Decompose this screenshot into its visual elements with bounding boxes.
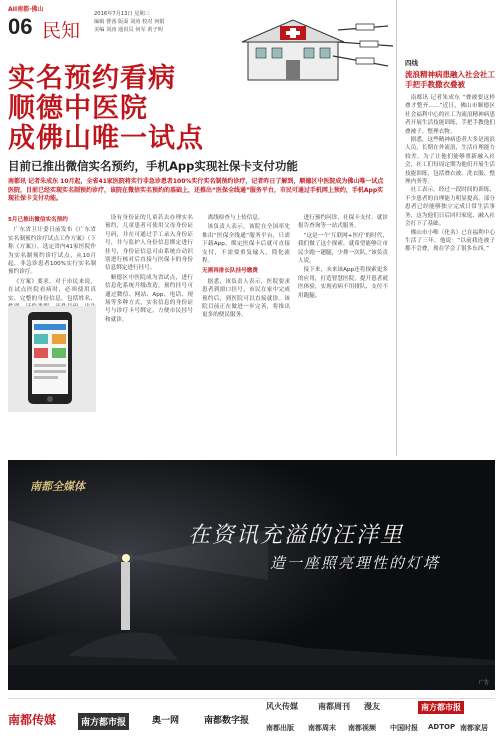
paragraph: “这是一个‘互联网+医疗’的时代，我们做了这个探索，就希望能够让市民少跑一趟腿，少排一次队。”该负责人说。 [298, 232, 388, 265]
section-heading: 5月已推出微信实名预约 [8, 217, 68, 223]
sidebar-body [405, 94, 495, 449]
headline-line-3: 成佛山唯一试点 [8, 123, 204, 154]
brand-logo: 漫友 [364, 702, 380, 711]
section-name: 民知 [42, 21, 81, 42]
brand-logo: 南都家居 [460, 724, 488, 732]
paragraph: 进行预约问诊、社保卡支付、就诊报告查询等一站式服务。 [298, 215, 388, 230]
paragraph: 南都讯 记者朱成东 “叠被要这样叠才整齐……”近日，佛山市顺德区社会福利中心的社工为流浪精神病患者开展生活技能训练，手把手教他们叠被子、整理衣物。 [405, 95, 495, 135]
brand-logo: 南都出版 [266, 724, 294, 732]
column-4 [298, 214, 388, 454]
section-heading: 无需再排长队挂号缴费 [202, 268, 258, 275]
sidebar-title: 流浪精神病患融入社会社工手把手教撒衣叠被 [405, 70, 495, 89]
paragraph: 社工表示，经过一段时间的训练，不少患者的自理能力明显提高，部分患者已经能够独立完成日常生活事务，这为他们日后回归家庭、融入社会打下了基础。 [405, 187, 495, 228]
lead-paragraph: 南都讯 记者朱成东 10月起，全省41家医院将实行非急诊患者100%实行实名制预约诊疗，记者昨日了解到，顺德区中医院成为佛山唯一试点医院，目前已经实现实名制预约诊疗，该院在微信实名预约的基础上，还推出“医保全线通”服务平台，市民可通过手机网上预约，手机App实现社保卡支付功能。 [8, 178, 384, 202]
phone-photo [8, 306, 96, 412]
page-number: 06 [8, 14, 33, 39]
column-3 [202, 214, 290, 454]
ad-tag: 广告 [478, 680, 489, 686]
brand-logo: 中国时报 [390, 724, 418, 732]
lighthouse-advertisement [8, 460, 495, 690]
brand-logo: 南都视频 [348, 724, 376, 732]
date-line: 2016年7月13日 星期三 [94, 11, 150, 17]
sidebar-tag: 四线 [405, 59, 418, 67]
paragraph: 《方案》要求，对于市民来说，在试点医院看病时，必须使用真实、完整的身份信息，包括姓名、 [8, 278, 96, 302]
paragraph: 据悉，这些精神病患者大多是流浪人员，长期在外流浪，生活自理能力较差。为了让他们能够重新融入社会，社工们每周定期为他们开展生活技能训练，包括叠衣被、洗衣服、整理内务等。 [405, 137, 495, 186]
brand-logo: 南都传媒 [8, 713, 57, 727]
night-sky-scene [8, 460, 495, 690]
editor-line: 编辑 曹茜 版面 刘涛 校对 何娟 [94, 19, 165, 25]
ad-slogan-line-2: 造一座照亮理性的灯塔 [270, 554, 441, 572]
sidebar-article [396, 0, 499, 456]
paragraph: 广东省卫计委日前发布《广东省实名制预约诊疗试点工作方案》（下称《方案》），选定省内41家医院作为实名制预约诊疗试点，从10月起，非急诊患者100%实行实名制预约诊疗。 [8, 227, 96, 276]
ad-logo: 南都全媒体 [30, 480, 85, 493]
paragraph: 离线检查与上传信息。 [207, 215, 264, 221]
paragraph: 顺德区中医院成为省试点，进行信息化系统升级改造，预约挂号可通过微信、网站、App、电话、现场等多种方式，实名信息的身份证号与诊疗卡号绑定，方便市民挂号和就诊。 [105, 274, 193, 323]
brand-logo: 南都数字报 [204, 716, 250, 726]
paragraph: 佛山市小唯（化名）已在福利中心生活了三年，他说：“以前我连被子都不会叠，现在学会了很多东西。” [405, 229, 495, 253]
headline-line-2: 顺德中医院 [8, 93, 148, 124]
paragraph: 该负责人表示，该院在全国率先推出“医保全线通”服务平台，只需下载App，绑定医保卡后就可直接支付，不需要重复输入，简化流程。 [202, 224, 290, 265]
headline-line-1: 实名预约看病 [8, 63, 176, 94]
brand-logo: 风火传媒 [266, 702, 298, 711]
brand-logo: 奥一网 [152, 716, 180, 726]
paragraph: 据悉，该负责人表示，医院要求患者到窗口挂号，市民在家中完成预约后，到医院可以直接就诊。该院目前正在做进一步完善，将推出更多的便民服务。 [202, 278, 290, 319]
paragraph: 接下来，未来该App还将探索更多的应用，打造智慧医院，提升患者就医体验，实现看病不用排队、支付不用跑腿。 [298, 267, 388, 299]
brand-logo: 南都周末 [308, 724, 336, 732]
brand-logo: ADTOP [428, 723, 456, 731]
ad-slogan-line-1: 在资讯充溢的汪洋里 [188, 523, 405, 548]
brand-logo: 南方都市报 [78, 713, 129, 730]
brand-logo: 南都周刊 [318, 702, 350, 711]
edition-label: AII南都·佛山 [8, 6, 44, 13]
masthead-meta [94, 10, 244, 34]
headline [8, 64, 388, 154]
column-2 [105, 214, 193, 454]
brand-logo: 南方都市报 [418, 701, 464, 714]
credit-line: 美编 刘涛 通讯员 何军 黄子明 [94, 27, 163, 33]
brand-footer [8, 698, 495, 742]
subheadline: 目前已推出微信实名预约，手机App实现社保卡支付功能 [8, 159, 298, 173]
paragraph: 设有身份证的儿童若去办理实名预约，儿童患者可使用父母身份证号码，并在可通过手工录入身份证号，并与监护人身份信息绑定进行挂号，身份证信息可由系统自动识别进行核对后直接与医保卡的身份信息绑定进行挂号。 [105, 215, 193, 272]
